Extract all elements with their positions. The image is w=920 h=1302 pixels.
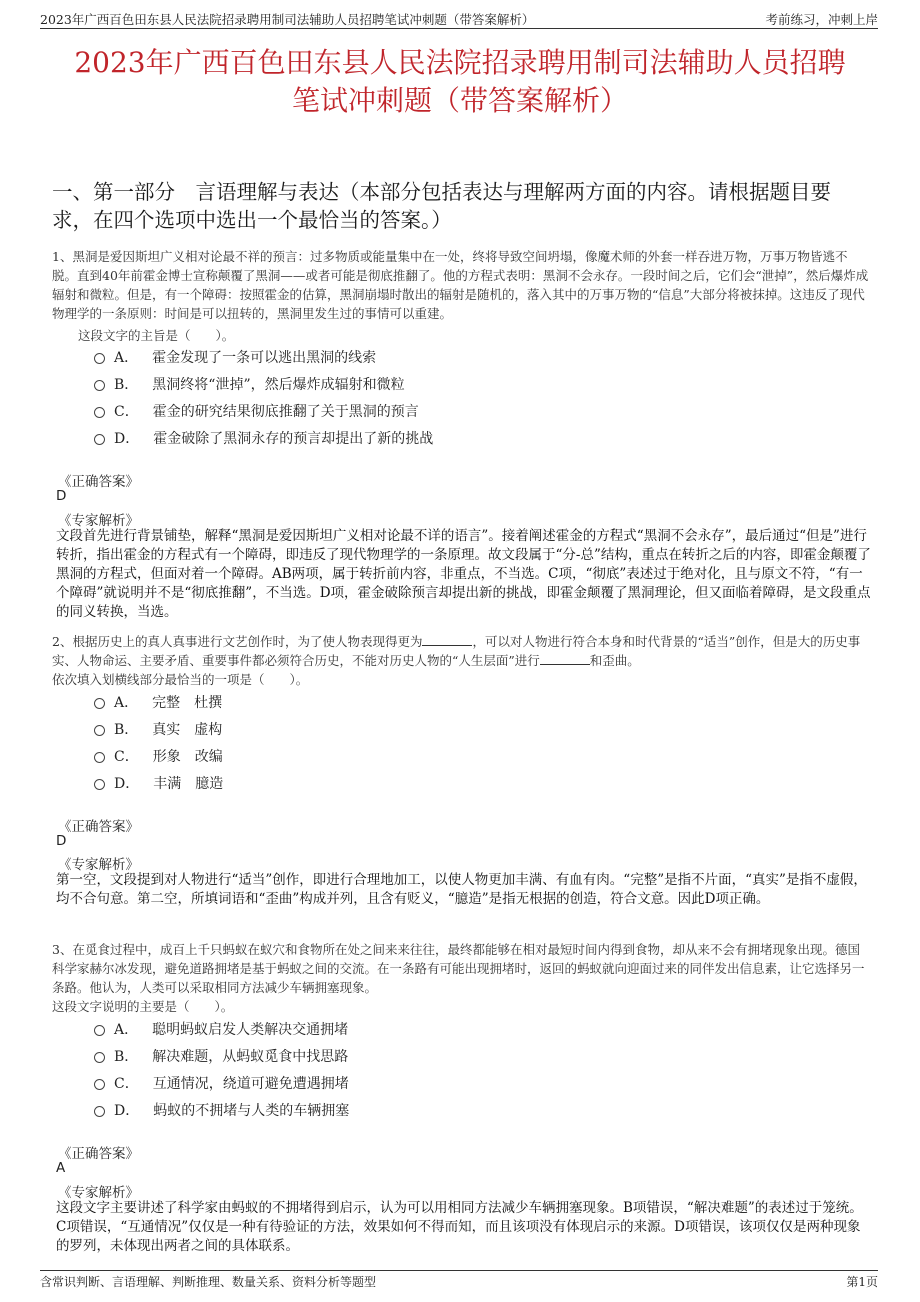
question-1-analysis: 文段首先进行背景铺垫，解释“黑洞是爱因斯坦广义相对论最不详的语言”。接着阐述霍金的方程式“黑洞不会永存”，最后通过“但是”进行转折，指出霍金的方程式有一个障碍，即违反了现代物理学的一条原理。故文段属于“分-总”结构，重点在转折之后的内容，即霍金颠覆了黑洞的方程式，但面对着一个障碍。AB两项，属于转折前内容，非重点，不当选。C项，“彻底”表述过于绝对化，且与原文不符，“有一个障碍”就说明并不是“彻底推翻”，不当选。D项，霍金破除预言却提出新的挑战，即霍金颠覆了黑洞理论，但又面临着障碍，是文段重点的同义转换，当选。 <box>56 528 871 620</box>
question-3-answer: A <box>56 1160 66 1176</box>
question-2-analysis-label: 《专家解析》 <box>58 857 139 873</box>
question-2-option-c[interactable]: C． 形象 改编 <box>94 746 223 766</box>
page-header <box>40 10 878 29</box>
title-line-1: 2023年广西百色田东县人民法院招录聘用制司法辅助人员招聘 <box>74 46 846 79</box>
question-1-option-d[interactable]: D． 霍金破除了黑洞永存的预言却提出了新的挑战 <box>94 428 433 448</box>
footer-topics: 含常识判断、言语理解、判断推理、数量关系、资料分析等题型 <box>40 1275 377 1289</box>
question-2-stem: 2、根据历史上的真人真事进行文艺创作时，为了使人物表现得更为 ，可以对人物进行符合本身和时代背景的“适当”创作，但是大的历史事实、人物命运、主要矛盾、重要事件都必须符合历史，不能对历史人物的“人生层面”进行 和歪曲。 <box>52 634 861 668</box>
question-2-prompt: 依次填入划横线部分最恰当的一项是（ ）。 <box>52 672 309 687</box>
page-title <box>40 44 880 120</box>
radio-icon[interactable] <box>94 1106 105 1117</box>
question-1-answer-label: 《正确答案》 <box>58 474 139 490</box>
question-2-option-a[interactable]: A． 完整 杜撰 <box>94 692 222 712</box>
question-3-stem: 3、在觅食过程中，成百上千只蚂蚁在蚁穴和食物所在处之间来来往往，最终都能够在相对最短时间内得到食物，却从来不会有拥堵现象出现。德国科学家赫尔冰发现，避免道路拥堵是基于蚂蚁之间的交流。在一条路有可能出现拥堵时，返回的蚂蚁就向迎面过来的同伴发出信息素，让它选择另一条路。他认为，人类可以采取相同方法减少车辆拥塞现象。 <box>52 942 865 995</box>
fill-blank-2 <box>540 664 590 665</box>
question-1-prompt: 这段文字的主旨是（ ）。 <box>78 328 235 343</box>
radio-icon[interactable] <box>94 779 105 790</box>
fill-blank-1 <box>422 645 472 646</box>
question-3-analysis: 这段文字主要讲述了科学家由蚂蚁的不拥堵得到启示，认为可以用相同方法减少车辆拥塞现象。B项错误，“解决难题”的表述过于笼统。C项错误，“互通情况”仅仅是一种有待验证的方法，效果如何不得而知，而且该项没有体现启示的来源。D项错误，该项仅仅是两种现象的罗列，未体现出两者之间的具体联系。 <box>56 1200 863 1254</box>
radio-icon[interactable] <box>94 1079 105 1090</box>
question-3-option-c[interactable]: C． 互通情况，绕道可避免遭遇拥堵 <box>94 1073 349 1093</box>
question-3-option-a[interactable]: A． 聪明蚂蚁启发人类解决交通拥堵 <box>94 1019 348 1039</box>
radio-icon[interactable] <box>94 380 105 391</box>
radio-icon[interactable] <box>94 353 105 364</box>
question-2-analysis: 第一空，文段提到对人物进行“适当”创作，即进行合理地加工，以使人物更加丰满、有血有肉。“完整”是指不片面，“真实”是指不虚假，均不合句意。第二空，所填词语和“歪曲”构成并列，且含有贬义，“臆造”是指无根据的创造，符合文意。因此D项正确。 <box>56 872 867 907</box>
radio-icon[interactable] <box>94 1025 105 1036</box>
question-1-option-b[interactable]: B． 黑洞终将“泄掉”，然后爆炸成辐射和微粒 <box>94 374 405 394</box>
question-2-option-d[interactable]: D． 丰满 臆造 <box>94 773 223 793</box>
question-3-answer-label: 《正确答案》 <box>58 1146 139 1162</box>
radio-icon[interactable] <box>94 698 105 709</box>
radio-icon[interactable] <box>94 725 105 736</box>
header-slogan: 考前练习，冲刺上岸 <box>765 12 878 27</box>
question-2-answer: D <box>56 833 67 849</box>
question-3-option-b[interactable]: B． 解决难题，从蚂蚁觅食中找思路 <box>94 1046 348 1066</box>
question-1-option-c[interactable]: C． 霍金的研究结果彻底推翻了关于黑洞的预言 <box>94 401 419 421</box>
question-2-answer-label: 《正确答案》 <box>58 819 139 835</box>
question-1-option-a[interactable]: A． 霍金发现了一条可以逃出黑洞的线索 <box>94 347 376 367</box>
page-footer <box>40 1270 878 1290</box>
question-3-analysis-label: 《专家解析》 <box>58 1185 139 1201</box>
radio-icon[interactable] <box>94 752 105 763</box>
question-1-answer: D <box>56 488 67 504</box>
title-line-2: 笔试冲刺题（带答案解析） <box>291 84 628 117</box>
question-3-prompt: 这段文字说明的主要是（ ）。 <box>52 999 234 1014</box>
radio-icon[interactable] <box>94 407 105 418</box>
page-number: 第1页 <box>846 1275 878 1289</box>
question-1-analysis-label: 《专家解析》 <box>58 513 139 529</box>
section-heading: 一、第一部分 言语理解与表达（本部分包括表达与理解两方面的内容。请根据题目要求，在四个选项中选出一个最恰当的答案。） <box>52 180 831 232</box>
question-3-option-d[interactable]: D． 蚂蚁的不拥堵与人类的车辆拥塞 <box>94 1100 349 1120</box>
radio-icon[interactable] <box>94 1052 105 1063</box>
header-doc-title: 2023年广西百色田东县人民法院招录聘用制司法辅助人员招聘笔试冲刺题（带答案解析） <box>40 12 535 27</box>
radio-icon[interactable] <box>94 434 105 445</box>
question-1-stem: 1、黑洞是爱因斯坦广义相对论最不祥的预言：过多物质或能量集中在一处，终将导致空间坍塌，像魔术师的外套一样吞进万物，万事万物皆逃不脱。直到40年前霍金博士宣称颠覆了黑洞——或者可能是彻底推翻了。他的方程式表明：黑洞不会永存。一段时间之后，它们会“泄掉”，然后爆炸成辐射和微粒。但是，有一个障碍：按照霍金的估算，黑洞崩塌时散出的辐射是随机的，落入其中的万事万物的“信息”大部分将被抹掉。这违反了现代物理学的一条原则：时间是可以扭转的，黑洞里发生过的事情可以重建。 <box>52 249 869 321</box>
question-2-option-b[interactable]: B． 真实 虚构 <box>94 719 222 739</box>
